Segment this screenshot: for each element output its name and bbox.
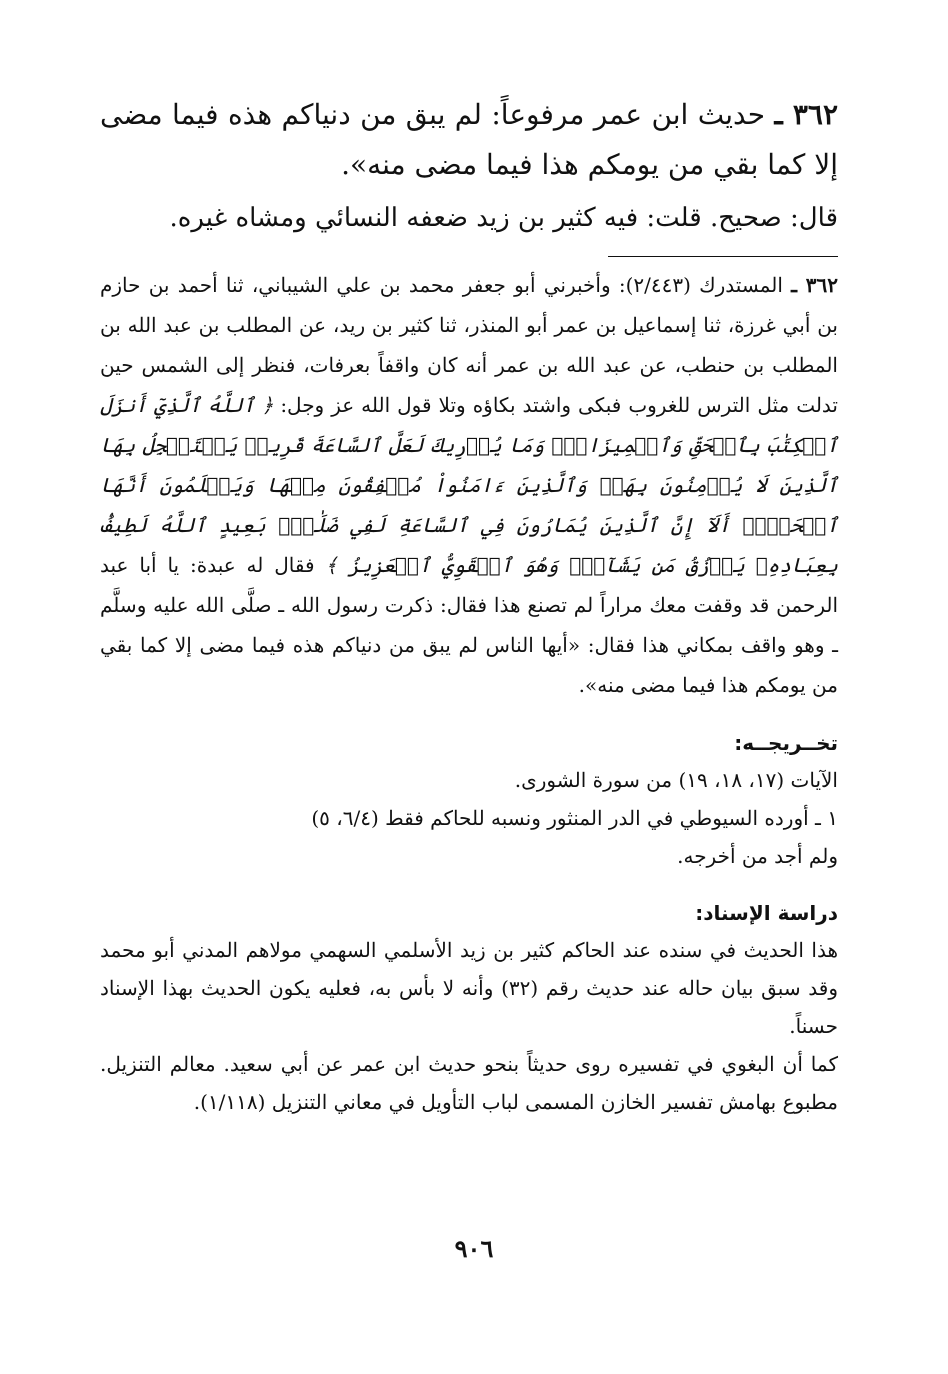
quran-verses: ﴿ ٱللَّهُ ٱلَّذِيٓ أَنزَلَ ٱلۡكِتَٰبَ بِٱلۡحَقِّ وَٱلۡمِيزَانَۗ وَمَا يُدۡرِيكَ لَعَلَّ ٱلسَّاعَةَ قَرِيبٞ يَسۡتَعۡجِلُ بِهَا ٱلَّذِينَ لَا يُؤۡمِنُونَ بِهَاۖ وَٱلَّذِينَ ءَامَنُواْ مُشۡفِقُونَ مِنۡهَا وَيَعۡلَمُونَ أَنَّهَا ٱلۡحَقُّۗ أَلَآ إِنَّ ٱلَّذِينَ يُمَارُونَ فِي ٱلسَّاعَةِ لَفِي ضَلَٰلِۭ بَعِيدٍ ٱللَّهُ لَطِيفُۢ بِعِبَادِهِۦ يَرۡزُقُ مَن يَشَآءُۖ وَهُوَ ٱلۡقَوِيُّ ٱلۡعَزِيزُ ﴾: [100, 393, 839, 577]
takhrij-verses: الآيات (١٧، ١٨، ١٩) من سورة الشورى.: [514, 768, 838, 792]
footnote-text-before-quran: المستدرك (٢/٤٤٣): وأخبرني أبو جعفر محمد بن علي الشيباني، ثنا أحمد بن حازم بن أبي غرزة، ثنا إسماعيل بن عمر أبو المنذر، ثنا كثير بن ريد، عن المطلب بن عبد الله بن المطلب بن حنطب، عن عبد الله بن عمر أنه كان واقفاً بعرفات، فنظر إلى الشمس حين تدلت مثل الترس للغروب فبكى واشتد بكاؤه وتلا قول الله عز وجل:: [100, 273, 838, 417]
isnad-paragraph-1: هذا الحديث في سنده عند الحاكم كثير بن زيد الأسلمي السهمي مولاهم المدني أبو محمد وقد سبق بيان حاله عند حديث رقم (٣٢) وأنه لا بأس به، فعليه يكون الحديث بهذا الإسناد حسناً.: [100, 938, 839, 1038]
takhrij-item-1-line-2: ولم أجد من أخرجه.: [677, 844, 838, 868]
page-content: [100, 90, 838, 1121]
footnote-number: ٣٦٢ ـ: [791, 273, 839, 297]
footnote-separator: [608, 256, 838, 257]
isnad-paragraph-2: كما أن البغوي في تفسيره روى حديثاً بنحو حديث ابن عمر عن أبي سعيد. معالم التنزيل. مطبوع بهامش تفسير الخازن المسمى لباب التأويل في معاني التنزيل (١/١١٨).: [100, 1052, 838, 1114]
main-hadith-verdict: قال: صحيح. قلت: فيه كثير بن زيد ضعفه النسائي ومشاه غيره.: [169, 203, 838, 233]
footnote-text-after-quran: فقال له عبدة: يا أبا عبد الرحمن قد وقفت معك مراراً لم تصنع هذا فقال: ذكرت رسول الله ـ صلَّى الله عليه وسلَّم ـ وهو واقف بمكاني هذا فقال: «أيها الناس لم يبق من دنياكم هذه فيما مضى إلا كما بقي من يومكم هذا فيما مضى منه».: [100, 553, 839, 697]
main-hadith-number: ٣٦٢ ـ: [774, 98, 839, 131]
main-hadith: [100, 90, 838, 190]
footnote: [100, 265, 838, 705]
takhrij-item-1-line-1: ١ ـ أورده السيوطي في الدر المنثور ونسبه للحاكم فقط (٦/٤، ٥): [311, 806, 838, 830]
takhrij-heading: تخــريجــه:: [734, 731, 838, 755]
isnad-heading: دراسة الإسناد:: [695, 901, 838, 925]
main-hadith-text: حديث ابن عمر مرفوعاً: لم يبق من دنياكم هذه فيما مضى إلا كما بقي من يومكم هذا فيما مضى منه».: [100, 98, 838, 181]
page-number: ٩٠٦: [454, 1234, 494, 1263]
